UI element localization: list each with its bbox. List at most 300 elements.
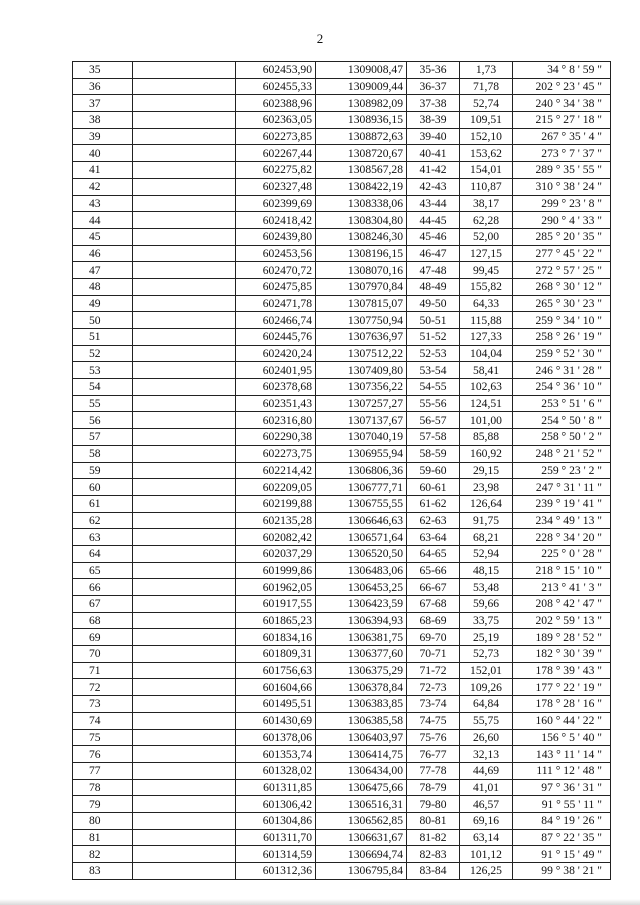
blank-cell bbox=[133, 379, 236, 396]
point-number-cell: 62 bbox=[73, 512, 133, 529]
length-cell: 1,73 bbox=[460, 62, 513, 79]
length-cell: 102,63 bbox=[460, 379, 513, 396]
x-coordinate-cell: 602082,42 bbox=[236, 529, 316, 546]
direction-angle-cell: 290 ° 4 ' 33 " bbox=[513, 212, 611, 229]
length-cell: 124,51 bbox=[460, 395, 513, 412]
blank-cell bbox=[133, 629, 236, 646]
table-row bbox=[73, 429, 611, 446]
x-coordinate-cell: 601304,86 bbox=[236, 812, 316, 829]
segment-cell: 60-61 bbox=[407, 479, 460, 496]
blank-cell bbox=[133, 562, 236, 579]
segment-cell: 40-41 bbox=[407, 145, 460, 162]
direction-angle-cell: 202 ° 59 ' 13 " bbox=[513, 612, 611, 629]
blank-cell bbox=[133, 729, 236, 746]
table-row bbox=[73, 245, 611, 262]
point-number-cell: 55 bbox=[73, 395, 133, 412]
table-row bbox=[73, 145, 611, 162]
point-number-cell: 47 bbox=[73, 262, 133, 279]
x-coordinate-cell: 602327,48 bbox=[236, 178, 316, 195]
point-number-cell: 81 bbox=[73, 829, 133, 846]
x-coordinate-cell: 602363,05 bbox=[236, 112, 316, 129]
x-coordinate-cell: 601999,86 bbox=[236, 562, 316, 579]
table-row bbox=[73, 629, 611, 646]
table-row bbox=[73, 312, 611, 329]
point-number-cell: 59 bbox=[73, 462, 133, 479]
blank-cell bbox=[133, 712, 236, 729]
y-coordinate-cell: 1306414,75 bbox=[316, 746, 407, 763]
point-number-cell: 68 bbox=[73, 612, 133, 629]
y-coordinate-cell: 1306377,60 bbox=[316, 646, 407, 663]
table-row bbox=[73, 762, 611, 779]
blank-cell bbox=[133, 345, 236, 362]
y-coordinate-cell: 1306795,84 bbox=[316, 863, 407, 880]
y-coordinate-cell: 1306955,94 bbox=[316, 445, 407, 462]
y-coordinate-cell: 1306755,55 bbox=[316, 495, 407, 512]
y-coordinate-cell: 1307970,84 bbox=[316, 278, 407, 295]
direction-angle-cell: 246 ° 31 ' 28 " bbox=[513, 362, 611, 379]
segment-cell: 47-48 bbox=[407, 262, 460, 279]
x-coordinate-cell: 602199,88 bbox=[236, 495, 316, 512]
point-number-cell: 69 bbox=[73, 629, 133, 646]
direction-angle-cell: 99 ° 38 ' 21 " bbox=[513, 863, 611, 880]
blank-cell bbox=[133, 812, 236, 829]
blank-cell bbox=[133, 846, 236, 863]
length-cell: 91,75 bbox=[460, 512, 513, 529]
length-cell: 85,88 bbox=[460, 429, 513, 446]
table-row bbox=[73, 295, 611, 312]
direction-angle-cell: 178 ° 28 ' 16 " bbox=[513, 696, 611, 713]
segment-cell: 81-82 bbox=[407, 829, 460, 846]
length-cell: 110,87 bbox=[460, 178, 513, 195]
length-cell: 52,94 bbox=[460, 545, 513, 562]
x-coordinate-cell: 602453,90 bbox=[236, 62, 316, 79]
direction-angle-cell: 84 ° 19 ' 26 " bbox=[513, 812, 611, 829]
blank-cell bbox=[133, 395, 236, 412]
direction-angle-cell: 253 ° 51 ' 6 " bbox=[513, 395, 611, 412]
y-coordinate-cell: 1306383,85 bbox=[316, 696, 407, 713]
x-coordinate-cell: 602453,56 bbox=[236, 245, 316, 262]
y-coordinate-cell: 1306694,74 bbox=[316, 846, 407, 863]
length-cell: 64,84 bbox=[460, 696, 513, 713]
direction-angle-cell: 91 ° 15 ' 49 " bbox=[513, 846, 611, 863]
y-coordinate-cell: 1307750,94 bbox=[316, 312, 407, 329]
blank-cell bbox=[133, 612, 236, 629]
table-row bbox=[73, 412, 611, 429]
length-cell: 126,25 bbox=[460, 863, 513, 880]
x-coordinate-cell: 601809,31 bbox=[236, 646, 316, 663]
direction-angle-cell: 239 ° 19 ' 41 " bbox=[513, 495, 611, 512]
point-number-cell: 53 bbox=[73, 362, 133, 379]
table-row bbox=[73, 178, 611, 195]
length-cell: 152,01 bbox=[460, 662, 513, 679]
table-row bbox=[73, 796, 611, 813]
point-number-cell: 41 bbox=[73, 162, 133, 179]
y-coordinate-cell: 1308196,15 bbox=[316, 245, 407, 262]
x-coordinate-cell: 601312,36 bbox=[236, 863, 316, 880]
y-coordinate-cell: 1306520,50 bbox=[316, 545, 407, 562]
blank-cell bbox=[133, 679, 236, 696]
direction-angle-cell: 215 ° 27 ' 18 " bbox=[513, 112, 611, 129]
table-row bbox=[73, 329, 611, 346]
blank-cell bbox=[133, 278, 236, 295]
segment-cell: 83-84 bbox=[407, 863, 460, 880]
blank-cell bbox=[133, 295, 236, 312]
blank-cell bbox=[133, 863, 236, 880]
y-coordinate-cell: 1306453,25 bbox=[316, 579, 407, 596]
blank-cell bbox=[133, 262, 236, 279]
length-cell: 59,66 bbox=[460, 596, 513, 613]
y-coordinate-cell: 1308338,06 bbox=[316, 195, 407, 212]
direction-angle-cell: 289 ° 35 ' 55 " bbox=[513, 162, 611, 179]
segment-cell: 45-46 bbox=[407, 228, 460, 245]
direction-angle-cell: 247 ° 31 ' 11 " bbox=[513, 479, 611, 496]
table-row bbox=[73, 395, 611, 412]
blank-cell bbox=[133, 78, 236, 95]
x-coordinate-cell: 602273,75 bbox=[236, 445, 316, 462]
length-cell: 68,21 bbox=[460, 529, 513, 546]
x-coordinate-cell: 601962,05 bbox=[236, 579, 316, 596]
point-number-cell: 71 bbox=[73, 662, 133, 679]
table-row bbox=[73, 512, 611, 529]
y-coordinate-cell: 1308720,67 bbox=[316, 145, 407, 162]
y-coordinate-cell: 1306571,64 bbox=[316, 529, 407, 546]
segment-cell: 49-50 bbox=[407, 295, 460, 312]
length-cell: 115,88 bbox=[460, 312, 513, 329]
y-coordinate-cell: 1306483,06 bbox=[316, 562, 407, 579]
x-coordinate-cell: 602466,74 bbox=[236, 312, 316, 329]
segment-cell: 56-57 bbox=[407, 412, 460, 429]
y-coordinate-cell: 1306423,59 bbox=[316, 596, 407, 613]
x-coordinate-cell: 602399,69 bbox=[236, 195, 316, 212]
direction-angle-cell: 97 ° 36 ' 31 " bbox=[513, 779, 611, 796]
point-number-cell: 66 bbox=[73, 579, 133, 596]
y-coordinate-cell: 1307512,22 bbox=[316, 345, 407, 362]
segment-cell: 66-67 bbox=[407, 579, 460, 596]
x-coordinate-cell: 602439,80 bbox=[236, 228, 316, 245]
blank-cell bbox=[133, 779, 236, 796]
length-cell: 154,01 bbox=[460, 162, 513, 179]
point-number-cell: 37 bbox=[73, 95, 133, 112]
point-number-cell: 38 bbox=[73, 112, 133, 129]
point-number-cell: 78 bbox=[73, 779, 133, 796]
y-coordinate-cell: 1306562,85 bbox=[316, 812, 407, 829]
point-number-cell: 64 bbox=[73, 545, 133, 562]
segment-cell: 42-43 bbox=[407, 178, 460, 195]
point-number-cell: 80 bbox=[73, 812, 133, 829]
blank-cell bbox=[133, 178, 236, 195]
segment-cell: 77-78 bbox=[407, 762, 460, 779]
length-cell: 53,48 bbox=[460, 579, 513, 596]
point-number-cell: 42 bbox=[73, 178, 133, 195]
x-coordinate-cell: 602273,85 bbox=[236, 128, 316, 145]
direction-angle-cell: 259 ° 34 ' 10 " bbox=[513, 312, 611, 329]
direction-angle-cell: 268 ° 30 ' 12 " bbox=[513, 278, 611, 295]
length-cell: 52,00 bbox=[460, 228, 513, 245]
blank-cell bbox=[133, 145, 236, 162]
segment-cell: 46-47 bbox=[407, 245, 460, 262]
direction-angle-cell: 310 ° 38 ' 24 " bbox=[513, 178, 611, 195]
table-row bbox=[73, 362, 611, 379]
coordinates-table-body bbox=[73, 62, 611, 880]
direction-angle-cell: 202 ° 23 ' 45 " bbox=[513, 78, 611, 95]
table-row bbox=[73, 262, 611, 279]
blank-cell bbox=[133, 128, 236, 145]
table-row bbox=[73, 696, 611, 713]
length-cell: 101,00 bbox=[460, 412, 513, 429]
x-coordinate-cell: 602401,95 bbox=[236, 362, 316, 379]
direction-angle-cell: 267 ° 35 ' 4 " bbox=[513, 128, 611, 145]
direction-angle-cell: 259 ° 52 ' 30 " bbox=[513, 345, 611, 362]
direction-angle-cell: 143 ° 11 ' 14 " bbox=[513, 746, 611, 763]
x-coordinate-cell: 602475,85 bbox=[236, 278, 316, 295]
blank-cell bbox=[133, 195, 236, 212]
length-cell: 127,33 bbox=[460, 329, 513, 346]
y-coordinate-cell: 1308567,28 bbox=[316, 162, 407, 179]
length-cell: 58,41 bbox=[460, 362, 513, 379]
segment-cell: 72-73 bbox=[407, 679, 460, 696]
length-cell: 64,33 bbox=[460, 295, 513, 312]
point-number-cell: 39 bbox=[73, 128, 133, 145]
table-row bbox=[73, 379, 611, 396]
x-coordinate-cell: 602470,72 bbox=[236, 262, 316, 279]
scan-edge-shadow bbox=[0, 899, 640, 905]
x-coordinate-cell: 601314,59 bbox=[236, 846, 316, 863]
table-row bbox=[73, 62, 611, 79]
point-number-cell: 67 bbox=[73, 596, 133, 613]
blank-cell bbox=[133, 462, 236, 479]
y-coordinate-cell: 1306385,58 bbox=[316, 712, 407, 729]
segment-cell: 75-76 bbox=[407, 729, 460, 746]
blank-cell bbox=[133, 696, 236, 713]
table-row bbox=[73, 646, 611, 663]
direction-angle-cell: 254 ° 36 ' 10 " bbox=[513, 379, 611, 396]
table-row bbox=[73, 278, 611, 295]
x-coordinate-cell: 602214,42 bbox=[236, 462, 316, 479]
x-coordinate-cell: 601378,06 bbox=[236, 729, 316, 746]
y-coordinate-cell: 1306403,97 bbox=[316, 729, 407, 746]
table-row bbox=[73, 78, 611, 95]
y-coordinate-cell: 1307040,19 bbox=[316, 429, 407, 446]
direction-angle-cell: 258 ° 50 ' 2 " bbox=[513, 429, 611, 446]
blank-cell bbox=[133, 512, 236, 529]
y-coordinate-cell: 1307137,67 bbox=[316, 412, 407, 429]
blank-cell bbox=[133, 112, 236, 129]
direction-angle-cell: 91 ° 55 ' 11 " bbox=[513, 796, 611, 813]
segment-cell: 48-49 bbox=[407, 278, 460, 295]
y-coordinate-cell: 1307409,80 bbox=[316, 362, 407, 379]
length-cell: 48,15 bbox=[460, 562, 513, 579]
table-row bbox=[73, 95, 611, 112]
length-cell: 23,98 bbox=[460, 479, 513, 496]
x-coordinate-cell: 602135,28 bbox=[236, 512, 316, 529]
direction-angle-cell: 218 ° 15 ' 10 " bbox=[513, 562, 611, 579]
segment-cell: 36-37 bbox=[407, 78, 460, 95]
segment-cell: 74-75 bbox=[407, 712, 460, 729]
y-coordinate-cell: 1306378,84 bbox=[316, 679, 407, 696]
table-row bbox=[73, 812, 611, 829]
direction-angle-cell: 87 ° 22 ' 35 " bbox=[513, 829, 611, 846]
blank-cell bbox=[133, 412, 236, 429]
segment-cell: 61-62 bbox=[407, 495, 460, 512]
point-number-cell: 73 bbox=[73, 696, 133, 713]
x-coordinate-cell: 602378,68 bbox=[236, 379, 316, 396]
y-coordinate-cell: 1308936,15 bbox=[316, 112, 407, 129]
table-row bbox=[73, 495, 611, 512]
point-number-cell: 72 bbox=[73, 679, 133, 696]
blank-cell bbox=[133, 228, 236, 245]
y-coordinate-cell: 1306434,00 bbox=[316, 762, 407, 779]
table-row bbox=[73, 729, 611, 746]
segment-cell: 59-60 bbox=[407, 462, 460, 479]
segment-cell: 57-58 bbox=[407, 429, 460, 446]
blank-cell bbox=[133, 362, 236, 379]
x-coordinate-cell: 602351,43 bbox=[236, 395, 316, 412]
y-coordinate-cell: 1306475,66 bbox=[316, 779, 407, 796]
direction-angle-cell: 234 ° 49 ' 13 " bbox=[513, 512, 611, 529]
table-row bbox=[73, 195, 611, 212]
table-row bbox=[73, 128, 611, 145]
direction-angle-cell: 208 ° 42 ' 47 " bbox=[513, 596, 611, 613]
direction-angle-cell: 285 ° 20 ' 35 " bbox=[513, 228, 611, 245]
point-number-cell: 35 bbox=[73, 62, 133, 79]
length-cell: 126,64 bbox=[460, 495, 513, 512]
blank-cell bbox=[133, 762, 236, 779]
point-number-cell: 45 bbox=[73, 228, 133, 245]
length-cell: 104,04 bbox=[460, 345, 513, 362]
y-coordinate-cell: 1307257,27 bbox=[316, 395, 407, 412]
blank-cell bbox=[133, 662, 236, 679]
table-row bbox=[73, 562, 611, 579]
x-coordinate-cell: 602316,80 bbox=[236, 412, 316, 429]
direction-angle-cell: 259 ° 23 ' 2 " bbox=[513, 462, 611, 479]
direction-angle-cell: 265 ° 30 ' 23 " bbox=[513, 295, 611, 312]
table-row bbox=[73, 596, 611, 613]
y-coordinate-cell: 1306516,31 bbox=[316, 796, 407, 813]
point-number-cell: 76 bbox=[73, 746, 133, 763]
table-row bbox=[73, 746, 611, 763]
x-coordinate-cell: 601917,55 bbox=[236, 596, 316, 613]
x-coordinate-cell: 602290,38 bbox=[236, 429, 316, 446]
length-cell: 101,12 bbox=[460, 846, 513, 863]
point-number-cell: 54 bbox=[73, 379, 133, 396]
table-row bbox=[73, 345, 611, 362]
blank-cell bbox=[133, 796, 236, 813]
y-coordinate-cell: 1306646,63 bbox=[316, 512, 407, 529]
table-row bbox=[73, 829, 611, 846]
x-coordinate-cell: 601328,02 bbox=[236, 762, 316, 779]
x-coordinate-cell: 601306,42 bbox=[236, 796, 316, 813]
direction-angle-cell: 299 ° 23 ' 8 " bbox=[513, 195, 611, 212]
direction-angle-cell: 248 ° 21 ' 52 " bbox=[513, 445, 611, 462]
point-number-cell: 57 bbox=[73, 429, 133, 446]
x-coordinate-cell: 601865,23 bbox=[236, 612, 316, 629]
y-coordinate-cell: 1307636,97 bbox=[316, 329, 407, 346]
length-cell: 38,17 bbox=[460, 195, 513, 212]
y-coordinate-cell: 1306806,36 bbox=[316, 462, 407, 479]
point-number-cell: 77 bbox=[73, 762, 133, 779]
direction-angle-cell: 225 ° 0 ' 28 " bbox=[513, 545, 611, 562]
length-cell: 46,57 bbox=[460, 796, 513, 813]
direction-angle-cell: 111 ° 12 ' 48 " bbox=[513, 762, 611, 779]
y-coordinate-cell: 1309008,47 bbox=[316, 62, 407, 79]
direction-angle-cell: 240 ° 34 ' 38 " bbox=[513, 95, 611, 112]
point-number-cell: 49 bbox=[73, 295, 133, 312]
length-cell: 69,16 bbox=[460, 812, 513, 829]
point-number-cell: 70 bbox=[73, 646, 133, 663]
coordinates-table bbox=[72, 61, 611, 880]
blank-cell bbox=[133, 746, 236, 763]
y-coordinate-cell: 1307356,22 bbox=[316, 379, 407, 396]
x-coordinate-cell: 601756,63 bbox=[236, 662, 316, 679]
segment-cell: 53-54 bbox=[407, 362, 460, 379]
y-coordinate-cell: 1306394,93 bbox=[316, 612, 407, 629]
segment-cell: 39-40 bbox=[407, 128, 460, 145]
segment-cell: 62-63 bbox=[407, 512, 460, 529]
blank-cell bbox=[133, 529, 236, 546]
length-cell: 155,82 bbox=[460, 278, 513, 295]
direction-angle-cell: 189 ° 28 ' 52 " bbox=[513, 629, 611, 646]
length-cell: 152,10 bbox=[460, 128, 513, 145]
table-row bbox=[73, 863, 611, 880]
y-coordinate-cell: 1306777,71 bbox=[316, 479, 407, 496]
blank-cell bbox=[133, 212, 236, 229]
direction-angle-cell: 34 ° 8 ' 59 " bbox=[513, 62, 611, 79]
length-cell: 52,73 bbox=[460, 646, 513, 663]
point-number-cell: 36 bbox=[73, 78, 133, 95]
length-cell: 109,26 bbox=[460, 679, 513, 696]
table-row bbox=[73, 479, 611, 496]
x-coordinate-cell: 602418,42 bbox=[236, 212, 316, 229]
direction-angle-cell: 277 ° 45 ' 22 " bbox=[513, 245, 611, 262]
x-coordinate-cell: 602471,78 bbox=[236, 295, 316, 312]
table-row bbox=[73, 712, 611, 729]
point-number-cell: 56 bbox=[73, 412, 133, 429]
length-cell: 25,19 bbox=[460, 629, 513, 646]
direction-angle-cell: 178 ° 39 ' 43 " bbox=[513, 662, 611, 679]
segment-cell: 50-51 bbox=[407, 312, 460, 329]
segment-cell: 68-69 bbox=[407, 612, 460, 629]
point-number-cell: 61 bbox=[73, 495, 133, 512]
blank-cell bbox=[133, 479, 236, 496]
direction-angle-cell: 177 ° 22 ' 19 " bbox=[513, 679, 611, 696]
blank-cell bbox=[133, 245, 236, 262]
direction-angle-cell: 182 ° 30 ' 39 " bbox=[513, 646, 611, 663]
segment-cell: 67-68 bbox=[407, 596, 460, 613]
table-row bbox=[73, 529, 611, 546]
blank-cell bbox=[133, 646, 236, 663]
point-number-cell: 60 bbox=[73, 479, 133, 496]
length-cell: 26,60 bbox=[460, 729, 513, 746]
table-row bbox=[73, 545, 611, 562]
point-number-cell: 65 bbox=[73, 562, 133, 579]
length-cell: 52,74 bbox=[460, 95, 513, 112]
x-coordinate-cell: 601495,51 bbox=[236, 696, 316, 713]
segment-cell: 64-65 bbox=[407, 545, 460, 562]
length-cell: 160,92 bbox=[460, 445, 513, 462]
table-row bbox=[73, 779, 611, 796]
length-cell: 44,69 bbox=[460, 762, 513, 779]
x-coordinate-cell: 601430,69 bbox=[236, 712, 316, 729]
point-number-cell: 74 bbox=[73, 712, 133, 729]
blank-cell bbox=[133, 95, 236, 112]
table-row bbox=[73, 679, 611, 696]
table-row bbox=[73, 445, 611, 462]
segment-cell: 71-72 bbox=[407, 662, 460, 679]
direction-angle-cell: 273 ° 7 ' 37 " bbox=[513, 145, 611, 162]
segment-cell: 73-74 bbox=[407, 696, 460, 713]
segment-cell: 38-39 bbox=[407, 112, 460, 129]
length-cell: 41,01 bbox=[460, 779, 513, 796]
